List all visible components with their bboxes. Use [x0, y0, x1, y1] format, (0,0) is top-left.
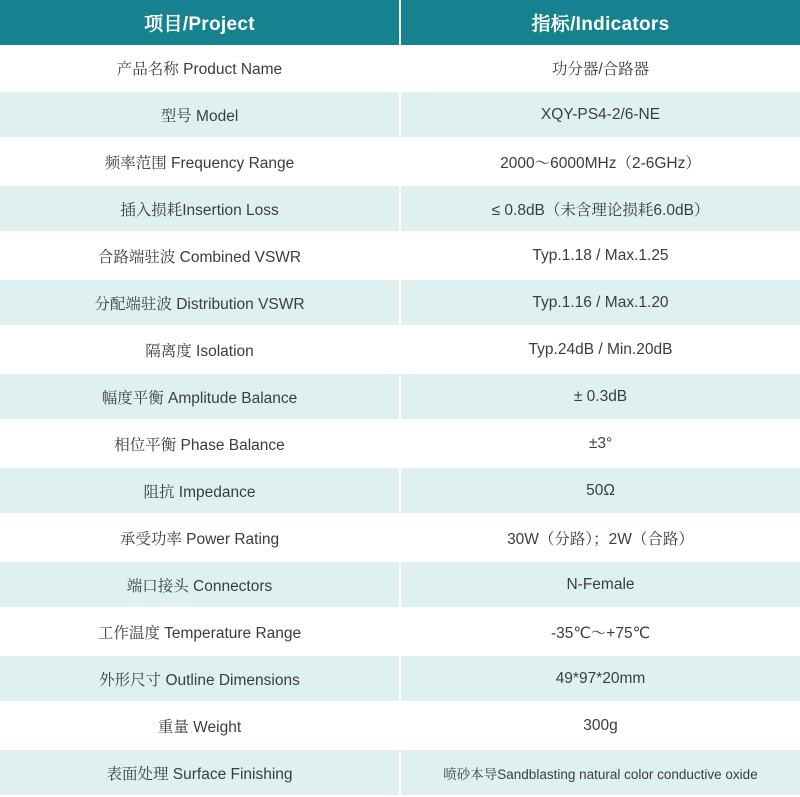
table-row	[0, 138, 800, 185]
table-row	[0, 232, 800, 279]
table-row	[0, 326, 800, 373]
cell-project: 承受功率 Power Rating	[0, 514, 400, 561]
table-row	[0, 185, 800, 232]
table-header-row	[0, 0, 800, 45]
cell-project: 分配端驻波 Distribution VSWR	[0, 279, 400, 326]
cell-indicator: N-Female	[400, 561, 800, 608]
table-row	[0, 561, 800, 608]
cell-project: 型号 Model	[0, 91, 400, 138]
table-row	[0, 373, 800, 420]
table-row	[0, 420, 800, 467]
cell-project: 工作温度 Temperature Range	[0, 608, 400, 655]
cell-indicator: Typ.1.16 / Max.1.20	[400, 279, 800, 326]
table-row	[0, 608, 800, 655]
cell-indicator: 50Ω	[400, 467, 800, 514]
table-row	[0, 655, 800, 702]
cell-project: 隔离度 Isolation	[0, 326, 400, 373]
cell-project: 合路端驻波 Combined VSWR	[0, 232, 400, 279]
cell-project: 端口接头 Connectors	[0, 561, 400, 608]
table-header	[0, 0, 800, 45]
cell-project: 外形尺寸 Outline Dimensions	[0, 655, 400, 702]
table-row	[0, 702, 800, 749]
cell-project: 重量 Weight	[0, 702, 400, 749]
cell-project: 阻抗 Impedance	[0, 467, 400, 514]
table-row	[0, 279, 800, 326]
cell-indicator: -35℃～+75℃	[400, 608, 800, 655]
cell-project: 幅度平衡 Amplitude Balance	[0, 373, 400, 420]
cell-indicator: 2000～6000MHz（2-6GHz）	[400, 138, 800, 185]
cell-indicator: ±3°	[400, 420, 800, 467]
cell-project: 产品名称 Product Name	[0, 45, 400, 91]
cell-indicator: Typ.1.18 / Max.1.25	[400, 232, 800, 279]
table-row	[0, 467, 800, 514]
cell-indicator: Typ.24dB / Min.20dB	[400, 326, 800, 373]
column-header-project: 项目/Project	[0, 0, 400, 45]
table-row	[0, 45, 800, 91]
cell-project: 插入损耗Insertion Loss	[0, 185, 400, 232]
cell-indicator: ± 0.3dB	[400, 373, 800, 420]
table-body	[0, 45, 800, 796]
cell-project: 相位平衡 Phase Balance	[0, 420, 400, 467]
cell-project: 表面处理 Surface Finishing	[0, 749, 400, 796]
cell-indicator: 功分器/合路器	[400, 45, 800, 91]
cell-project: 频率范围 Frequency Range	[0, 138, 400, 185]
cell-indicator: ≤ 0.8dB（未含理论损耗6.0dB）	[400, 185, 800, 232]
cell-indicator: 49*97*20mm	[400, 655, 800, 702]
cell-indicator: 30W（分路）；2W（合路）	[400, 514, 800, 561]
table-row	[0, 91, 800, 138]
table-row	[0, 514, 800, 561]
cell-indicator: 喷砂本导Sandblasting natural color conductive oxide	[400, 749, 800, 796]
cell-indicator: 300g	[400, 702, 800, 749]
column-header-indicators: 指标/Indicators	[400, 0, 800, 45]
table-row	[0, 749, 800, 796]
cell-indicator: XQY-PS4-2/6-NE	[400, 91, 800, 138]
